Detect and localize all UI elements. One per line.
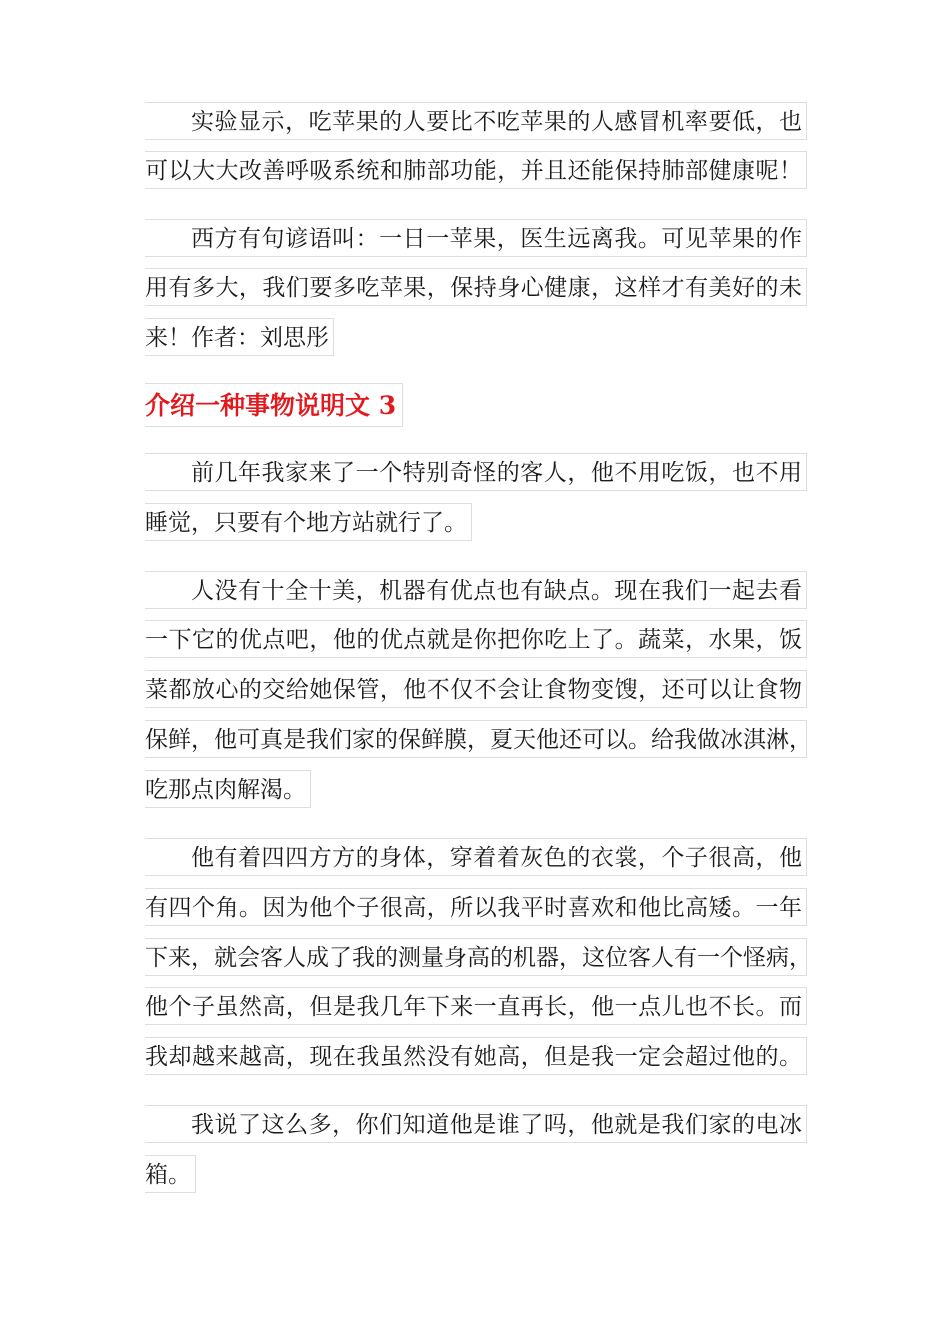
section-paragraph-2-line-2: 一下它的优点吧，他的优点就是你把你吃上了。蔬菜，水果，饭 xyxy=(145,620,807,658)
paragraph-1-line-1: 实验显示，吃苹果的人要比不吃苹果的人感冒机率要低，也 xyxy=(145,102,807,140)
section-paragraph-1-line-2: 睡觉，只要有个地方站就行了。 xyxy=(145,503,472,541)
section-paragraph-2-line-4: 保鲜，他可真是我们家的保鲜膜，夏天他还可以。给我做冰淇淋， xyxy=(145,720,807,758)
paragraph-2-line-3: 来！作者：刘思彤 xyxy=(145,318,334,356)
section-paragraph-2-line-3: 菜都放心的交给她保管，他不仅不会让食物变馊，还可以让食物 xyxy=(145,670,807,708)
section-paragraph-3-line-2: 有四个角。因为他个子很高，所以我平时喜欢和他比高矮。一年 xyxy=(145,888,807,926)
section-paragraph-2-line-1: 人没有十全十美，机器有优点也有缺点。现在我们一起去看 xyxy=(145,571,807,609)
section-title: 介绍一种事物说明文 3 xyxy=(145,383,403,427)
paragraph-2-line-2: 用有多大，我们要多吃苹果，保持身心健康，这样才有美好的未 xyxy=(145,268,807,306)
section-paragraph-3-line-3: 下来，就会客人成了我的测量身高的机器，这位客人有一个怪病， xyxy=(145,938,807,976)
section-paragraph-3-line-1: 他有着四四方方的身体，穿着着灰色的衣裳，个子很高，他 xyxy=(145,838,807,876)
section-paragraph-3-line-4: 他个子虽然高，但是我几年下来一直再长，他一点儿也不长。而 xyxy=(145,987,807,1025)
section-paragraph-4-line-2: 箱。 xyxy=(145,1155,196,1193)
section-paragraph-2-line-5: 吃那点肉解渴。 xyxy=(145,770,311,808)
section-paragraph-3-line-5: 我却越来越高，现在我虽然没有她高，但是我一定会超过他的。 xyxy=(145,1037,807,1075)
paragraph-1-line-2: 可以大大改善呼吸系统和肺部功能，并且还能保持肺部健康呢！ xyxy=(145,151,807,189)
section-paragraph-4-line-1: 我说了这么多，你们知道他是谁了吗，他就是我们家的电冰 xyxy=(145,1105,807,1143)
section-paragraph-1-line-1: 前几年我家来了一个特别奇怪的客人，他不用吃饭，也不用 xyxy=(145,453,807,491)
paragraph-2-line-1: 西方有句谚语叫：一日一苹果，医生远离我。可见苹果的作 xyxy=(145,219,807,257)
